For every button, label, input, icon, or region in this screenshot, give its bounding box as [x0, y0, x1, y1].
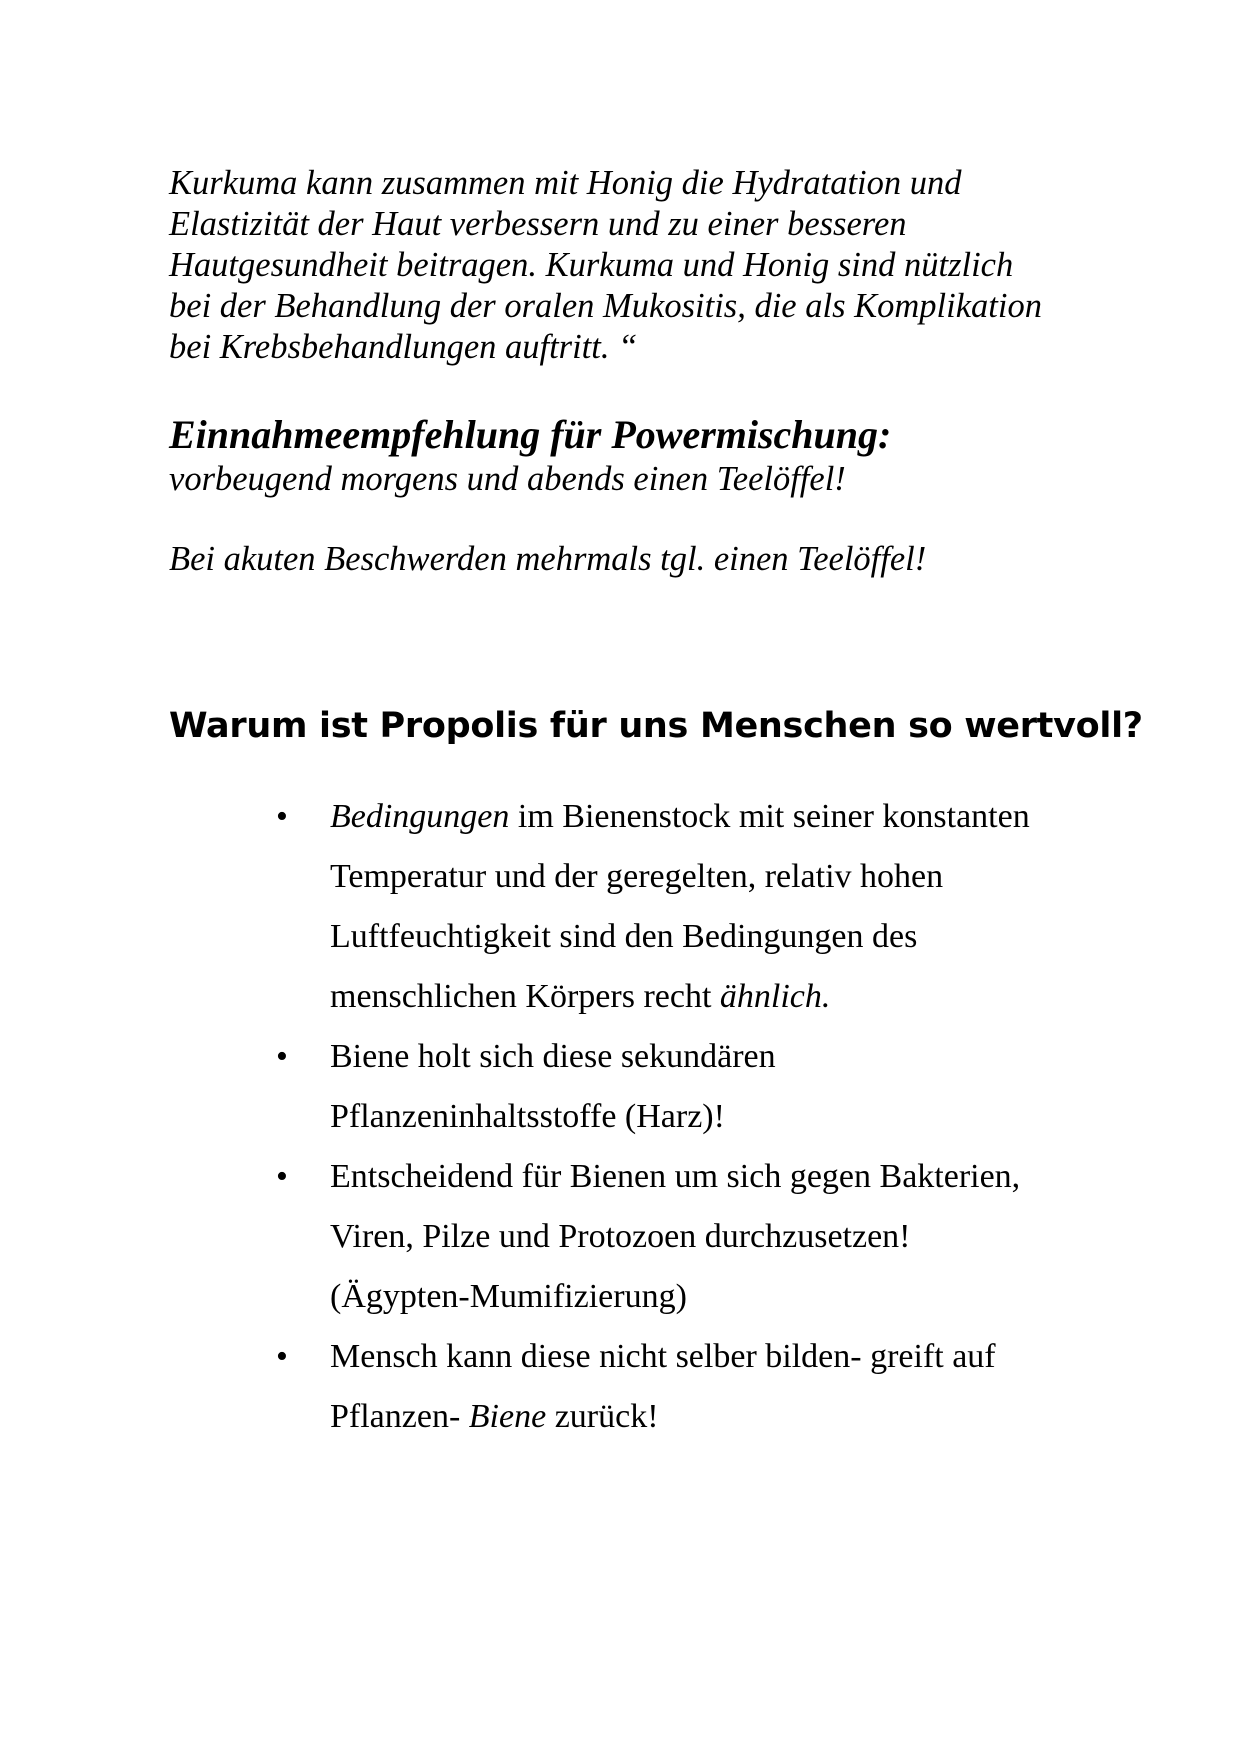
quote-line: Elastizität der Haut verbessern und zu einer besseren: [169, 205, 907, 243]
quote-line: bei der Behandlung der oralen Mukositis, die als Komplikation: [169, 287, 1042, 325]
list-item-line: (Ägypten-Mumifizierung): [330, 1278, 687, 1315]
list-item-line: Biene holt sich diese sekundären: [330, 1038, 776, 1075]
bullet-icon: •: [276, 1158, 288, 1195]
propolis-heading: Warum ist Propolis für uns Menschen so wertvoll?: [169, 706, 1143, 746]
quote-line: bei Krebsbehandlungen auftritt. “: [169, 328, 638, 366]
text-span: zurück!: [546, 1398, 659, 1435]
dosage-preventive-text: vorbeugend morgens und abends einen Teelöffel!: [169, 460, 846, 498]
list-item-line: Temperatur und der geregelten, relativ hohen: [330, 858, 944, 895]
quote-line: Hautgesundheit beitragen. Kurkuma und Honig sind nützlich: [169, 246, 1014, 284]
list-item-line: Mensch kann diese nicht selber bilden- greift auf: [330, 1338, 996, 1375]
list-item-line: Pflanzeninhaltsstoffe (Harz)!: [330, 1098, 725, 1135]
list-item: [276, 1027, 1076, 1147]
list-item: [276, 787, 1076, 1027]
list-item-line: Luftfeuchtigkeit sind den Bedingungen des: [330, 918, 918, 955]
emphasis-text: Bedingungen: [330, 798, 510, 835]
list-item: [276, 1147, 1076, 1327]
list-item-line: Viren, Pilze und Protozoen durchzusetzen!: [330, 1218, 911, 1255]
propolis-bullet-list: [276, 787, 1076, 1447]
text-span: menschlichen Körpers recht: [330, 978, 720, 1015]
emphasis-text: Biene: [468, 1398, 547, 1435]
list-item: [276, 1327, 1076, 1447]
dosage-heading: Einnahmeempfehlung für Powermischung:: [169, 412, 892, 457]
bullet-icon: •: [276, 1038, 288, 1075]
bullet-icon: •: [276, 1338, 288, 1375]
list-item-line: Entscheidend für Bienen um sich gegen Bakterien,: [330, 1158, 1021, 1195]
quote-paragraph: [169, 163, 1129, 368]
quote-line: Kurkuma kann zusammen mit Honig die Hydratation und: [169, 164, 962, 202]
text-span: im Bienenstock mit seiner konstanten: [509, 798, 1030, 835]
list-item-line: [330, 967, 1076, 1027]
bullet-icon: •: [276, 798, 288, 835]
list-item-line: [330, 1387, 1076, 1447]
dosage-acute-text: Bei akuten Beschwerden mehrmals tgl. einen Teelöffel!: [169, 540, 927, 578]
emphasis-text: ähnlich.: [719, 978, 831, 1015]
list-item-line: [330, 787, 1076, 847]
text-span: Pflanzen-: [330, 1398, 469, 1435]
